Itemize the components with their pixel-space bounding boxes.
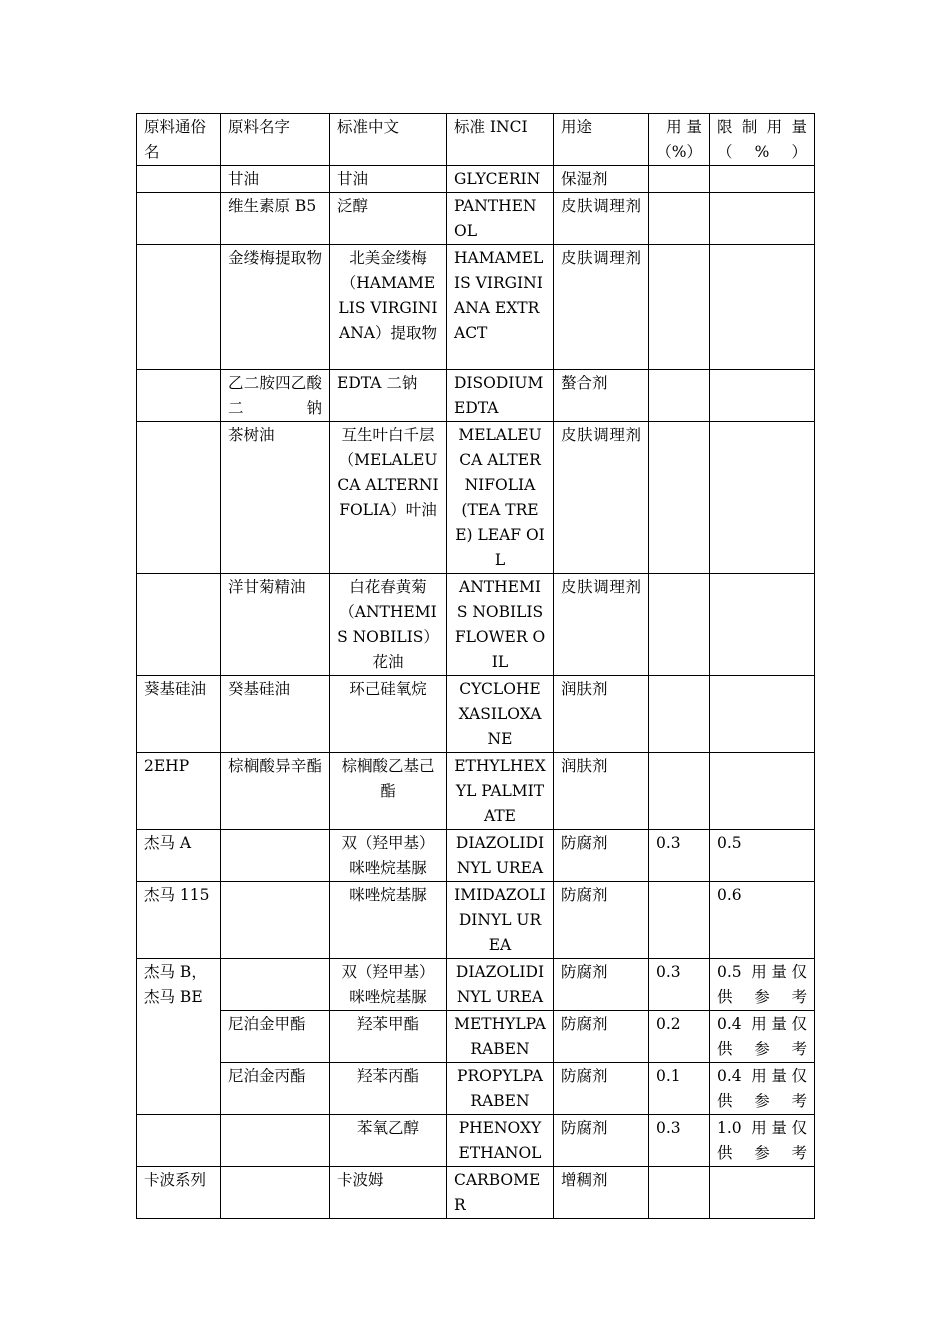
- cell-name: [221, 830, 330, 882]
- cell-dose: 0.3: [649, 1115, 710, 1167]
- cell-dose: [649, 193, 710, 245]
- cell-name: 尼泊金甲酯: [221, 1011, 330, 1063]
- cell-chinese: 白花春黄菊（ANTHEMIS NOBILIS）花油: [330, 574, 447, 676]
- cell-inci: PHENOXYETHANOL: [447, 1115, 554, 1167]
- cell-use: 皮肤调理剂: [554, 422, 649, 574]
- cell-limit: [710, 245, 815, 370]
- cell-chinese: 苯氧乙醇: [330, 1115, 447, 1167]
- cell-use: 防腐剂: [554, 1063, 649, 1115]
- cell-common: 杰马 115: [137, 882, 221, 959]
- cell-common: [137, 166, 221, 193]
- cell-limit: 0.5 用量仅供参考: [710, 959, 815, 1011]
- cell-name: [221, 882, 330, 959]
- cell-dose: [649, 370, 710, 422]
- cell-dose: [649, 422, 710, 574]
- cell-common: 2EHP: [137, 753, 221, 830]
- table-row: [137, 166, 815, 193]
- cell-name: 癸基硅油: [221, 676, 330, 753]
- cell-chinese: 羟苯甲酯: [330, 1011, 447, 1063]
- ingredient-table: [136, 113, 815, 1219]
- cell-chinese: 双（羟甲基）咪唑烷基脲: [330, 959, 447, 1011]
- cell-use: 皮肤调理剂: [554, 574, 649, 676]
- cell-dose: 0.3: [649, 830, 710, 882]
- cell-inci: PROPYLPARABEN: [447, 1063, 554, 1115]
- cell-common: [137, 370, 221, 422]
- cell-limit: 0.4 用量仅供参考: [710, 1011, 815, 1063]
- cell-common: [137, 193, 221, 245]
- cell-name: [221, 1167, 330, 1219]
- cell-common: [137, 245, 221, 370]
- cell-chinese: 互生叶白千层（MELALEUCA ALTERNIFOLIA）叶油: [330, 422, 447, 574]
- header-material-name: 原料名字: [221, 114, 330, 166]
- table-row: [137, 959, 815, 1011]
- cell-inci: CYCLOHEXASILOXANE: [447, 676, 554, 753]
- cell-chinese: 泛醇: [330, 193, 447, 245]
- cell-name: 乙二胺四乙酸二钠: [221, 370, 330, 422]
- cell-common: 杰马 A: [137, 830, 221, 882]
- table-row: [137, 574, 815, 676]
- cell-limit: [710, 753, 815, 830]
- cell-dose: 0.1: [649, 1063, 710, 1115]
- cell-limit: [710, 676, 815, 753]
- cell-inci: PANTHENOL: [447, 193, 554, 245]
- table-row: [137, 676, 815, 753]
- header-dosage: 用 量（%）: [649, 114, 710, 166]
- cell-use: 螯合剂: [554, 370, 649, 422]
- cell-limit: 0.6: [710, 882, 815, 959]
- cell-use: 防腐剂: [554, 830, 649, 882]
- cell-name: [221, 959, 330, 1011]
- cell-limit: [710, 370, 815, 422]
- cell-common: [137, 1115, 221, 1167]
- table-row: [137, 753, 815, 830]
- cell-dose: [649, 1167, 710, 1219]
- cell-use: 皮肤调理剂: [554, 245, 649, 370]
- cell-chinese: 双（羟甲基）咪唑烷基脲: [330, 830, 447, 882]
- cell-chinese: 甘油: [330, 166, 447, 193]
- cell-inci: DISODIUM EDTA: [447, 370, 554, 422]
- cell-use: 润肤剂: [554, 676, 649, 753]
- cell-inci: DIAZOLIDINYL UREA: [447, 959, 554, 1011]
- cell-use: 防腐剂: [554, 1115, 649, 1167]
- cell-use: 防腐剂: [554, 1011, 649, 1063]
- cell-dose: [649, 166, 710, 193]
- cell-use: 防腐剂: [554, 959, 649, 1011]
- cell-common: 葵基硅油: [137, 676, 221, 753]
- cell-use: 润肤剂: [554, 753, 649, 830]
- table-row: [137, 1115, 815, 1167]
- table-row: [137, 1011, 815, 1063]
- cell-limit: 0.5: [710, 830, 815, 882]
- cell-inci: IMIDAZOLIDINYL UREA: [447, 882, 554, 959]
- table-row: [137, 245, 815, 370]
- cell-name: 洋甘菊精油: [221, 574, 330, 676]
- cell-limit: [710, 574, 815, 676]
- cell-use: 防腐剂: [554, 882, 649, 959]
- cell-dose: [649, 882, 710, 959]
- table-row: [137, 1063, 815, 1115]
- cell-dose: 0.2: [649, 1011, 710, 1063]
- header-limit: 限 制 用 量（%）: [710, 114, 815, 166]
- cell-chinese: 咪唑烷基脲: [330, 882, 447, 959]
- cell-inci: ANTHEMIS NOBILIS FLOWER OIL: [447, 574, 554, 676]
- cell-common: 卡波系列: [137, 1167, 221, 1219]
- cell-inci: MELALEUCA ALTERNIFOLIA (TEA TREE) LEAF OIL: [447, 422, 554, 574]
- cell-common: [137, 422, 221, 574]
- cell-use: 增稠剂: [554, 1167, 649, 1219]
- header-usage: 用途: [554, 114, 649, 166]
- cell-chinese: EDTA 二钠: [330, 370, 447, 422]
- cell-dose: [649, 245, 710, 370]
- cell-chinese: 棕榈酸乙基己酯: [330, 753, 447, 830]
- cell-dose: 0.3: [649, 959, 710, 1011]
- table-row: [137, 830, 815, 882]
- table-row: [137, 193, 815, 245]
- cell-common: [137, 574, 221, 676]
- cell-inci: DIAZOLIDINYL UREA: [447, 830, 554, 882]
- cell-name: 尼泊金丙酯: [221, 1063, 330, 1115]
- table-row: [137, 370, 815, 422]
- cell-name: 茶树油: [221, 422, 330, 574]
- cell-use: 皮肤调理剂: [554, 193, 649, 245]
- cell-inci: GLYCERIN: [447, 166, 554, 193]
- table-row: [137, 1167, 815, 1219]
- cell-limit: [710, 1167, 815, 1219]
- cell-dose: [649, 676, 710, 753]
- header-common-name: 原料通俗名: [137, 114, 221, 166]
- cell-dose: [649, 574, 710, 676]
- cell-limit: 1.0 用量仅供参考: [710, 1115, 815, 1167]
- cell-name: 维生素原 B5: [221, 193, 330, 245]
- cell-chinese: 卡波姆: [330, 1167, 447, 1219]
- header-standard-inci: 标准 INCI: [447, 114, 554, 166]
- header-row: [137, 114, 815, 166]
- cell-dose: [649, 753, 710, 830]
- table-row: [137, 422, 815, 574]
- cell-name: 甘油: [221, 166, 330, 193]
- cell-name: [221, 1115, 330, 1167]
- cell-common: 杰马 B，杰马 BE: [137, 959, 221, 1115]
- cell-limit: [710, 193, 815, 245]
- cell-use: 保湿剂: [554, 166, 649, 193]
- header-standard-chinese: 标准中文: [330, 114, 447, 166]
- cell-inci: HAMAMELIS VIRGINIANA EXTRACT: [447, 245, 554, 370]
- cell-inci: ETHYLHEXYL PALMITATE: [447, 753, 554, 830]
- cell-inci: CARBOMER: [447, 1167, 554, 1219]
- cell-chinese: 羟苯丙酯: [330, 1063, 447, 1115]
- cell-limit: 0.4 用量仅供参考: [710, 1063, 815, 1115]
- table-row: [137, 882, 815, 959]
- cell-name: 金缕梅提取物: [221, 245, 330, 370]
- cell-inci: METHYLPARABEN: [447, 1011, 554, 1063]
- cell-limit: [710, 166, 815, 193]
- cell-chinese: 北美金缕梅（HAMAMELIS VIRGINIANA）提取物: [330, 245, 447, 370]
- cell-chinese: 环己硅氧烷: [330, 676, 447, 753]
- cell-name: 棕榈酸异辛酯: [221, 753, 330, 830]
- cell-limit: [710, 422, 815, 574]
